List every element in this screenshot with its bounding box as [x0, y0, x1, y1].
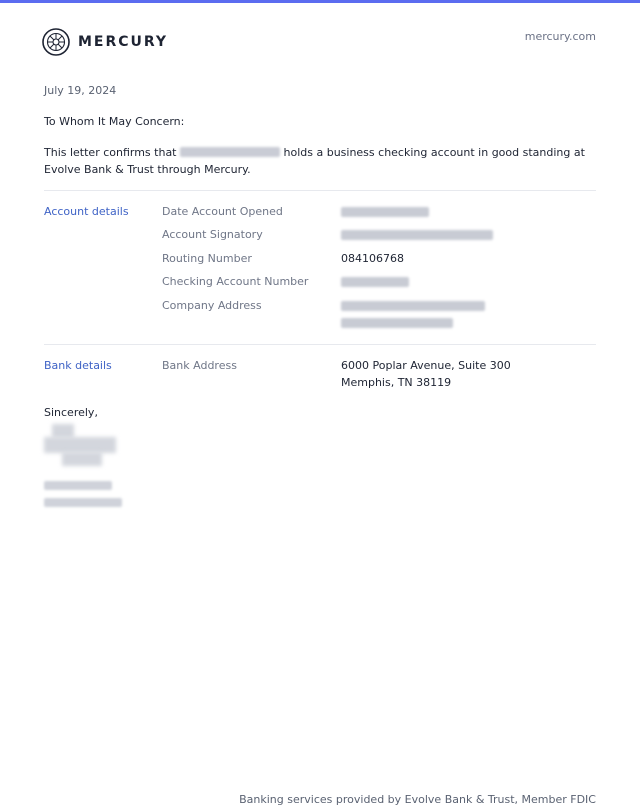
checking-label: Checking Account Number — [162, 275, 309, 288]
company-address-label: Company Address — [162, 299, 262, 312]
bank-details-heading: Bank details — [44, 359, 112, 372]
website-link[interactable]: mercury.com — [524, 30, 596, 43]
redacted-company-address-line2 — [341, 318, 453, 328]
letter-date: July 19, 2024 — [44, 84, 117, 97]
redacted-company-name — [180, 147, 280, 157]
account-details-heading: Account details — [44, 205, 129, 218]
redacted-checking-number — [341, 277, 409, 287]
signatory-label: Account Signatory — [162, 228, 263, 241]
top-accent-bar — [0, 0, 640, 3]
redacted-company-address-line1 — [341, 301, 485, 311]
bank-address-line1: 6000 Poplar Avenue, Suite 300 — [341, 359, 511, 372]
bank-address-label: Bank Address — [162, 359, 237, 372]
redacted-signer-name — [44, 481, 112, 490]
routing-label: Routing Number — [162, 252, 252, 265]
redacted-signatory — [341, 230, 493, 240]
mercury-logo-icon — [42, 28, 70, 56]
divider — [44, 190, 596, 191]
letter-body — [44, 144, 596, 178]
date-opened-label: Date Account Opened — [162, 205, 283, 218]
redacted-date-opened — [341, 207, 429, 217]
bank-address-line2: Memphis, TN 38119 — [341, 376, 452, 389]
divider — [44, 344, 596, 345]
redacted-signer-title — [44, 498, 122, 507]
sincerely: Sincerely, — [44, 406, 98, 419]
footer-disclaimer: Banking services provided by Evolve Bank & Trust, Member FDIC — [239, 793, 596, 806]
body-text-end: holds a business checking account in good standing at Evolve Bank & Trust through Mercury. — [44, 146, 585, 176]
body-text-start: This letter confirms that — [44, 146, 177, 159]
routing-number: 084106768 — [341, 252, 404, 265]
greeting: To Whom It May Concern: — [44, 115, 185, 128]
mercury-logo — [42, 28, 168, 56]
brand-name: MERCURY — [78, 34, 169, 50]
